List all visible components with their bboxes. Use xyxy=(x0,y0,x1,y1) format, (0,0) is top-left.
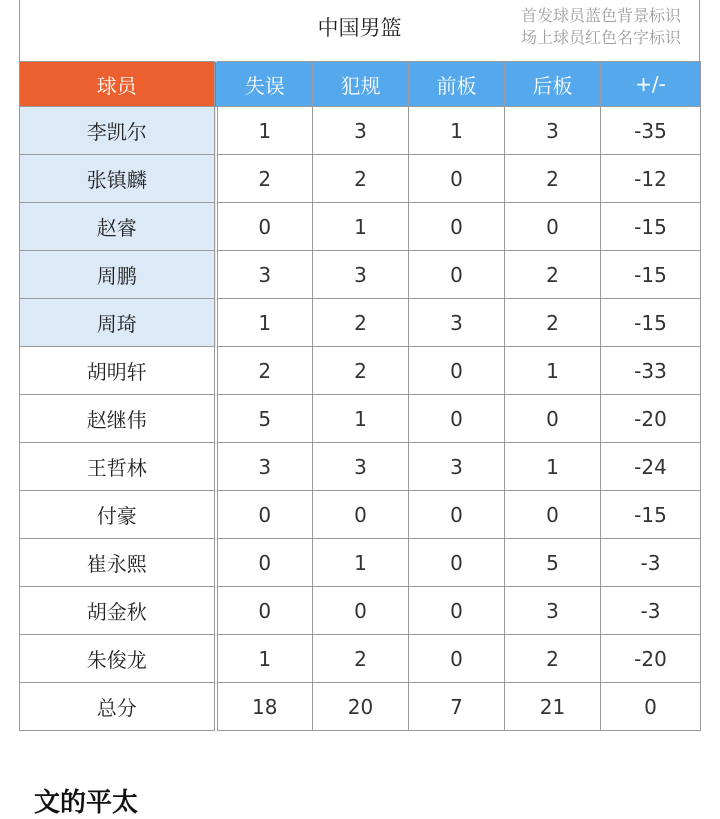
defensive-rebounds-cell: 0 xyxy=(505,395,601,443)
offensive-rebounds-cell: 0 xyxy=(409,539,505,587)
offensive-rebounds-cell: 0 xyxy=(409,587,505,635)
table-row xyxy=(20,539,701,587)
stats-panel xyxy=(19,0,700,731)
fouls-cell: 1 xyxy=(313,203,409,251)
offensive-rebounds-cell: 3 xyxy=(409,443,505,491)
player-name-cell: 胡金秋 xyxy=(20,587,216,635)
player-name-cell: 赵睿 xyxy=(20,203,216,251)
offensive-rebounds-cell: 3 xyxy=(409,299,505,347)
turnovers-cell: 1 xyxy=(216,299,313,347)
column-header-player: 球员 xyxy=(20,62,216,107)
offensive-rebounds-cell: 0 xyxy=(409,347,505,395)
offensive-rebounds-cell: 7 xyxy=(409,683,505,731)
fouls-cell: 2 xyxy=(313,155,409,203)
offensive-rebounds-cell: 0 xyxy=(409,635,505,683)
player-name-cell: 李凯尔 xyxy=(20,107,216,155)
plus-minus-cell: -15 xyxy=(601,299,701,347)
offensive-rebounds-cell: 0 xyxy=(409,155,505,203)
table-row xyxy=(20,587,701,635)
fouls-cell: 1 xyxy=(313,395,409,443)
plus-minus-cell: -35 xyxy=(601,107,701,155)
plus-minus-cell: -20 xyxy=(601,395,701,443)
player-stats-table xyxy=(19,61,701,731)
turnovers-cell: 2 xyxy=(216,155,313,203)
turnovers-cell: 18 xyxy=(216,683,313,731)
player-name-cell: 张镇麟 xyxy=(20,155,216,203)
player-name-cell: 王哲林 xyxy=(20,443,216,491)
plus-minus-cell: -15 xyxy=(601,251,701,299)
table-row xyxy=(20,395,701,443)
defensive-rebounds-cell: 1 xyxy=(505,443,601,491)
table-row xyxy=(20,251,701,299)
fouls-cell: 2 xyxy=(313,299,409,347)
defensive-rebounds-cell: 2 xyxy=(505,251,601,299)
plus-minus-cell: -3 xyxy=(601,587,701,635)
defensive-rebounds-cell: 21 xyxy=(505,683,601,731)
player-name-cell: 付豪 xyxy=(20,491,216,539)
plus-minus-cell: -20 xyxy=(601,635,701,683)
offensive-rebounds-cell: 1 xyxy=(409,107,505,155)
offensive-rebounds-cell: 0 xyxy=(409,203,505,251)
turnovers-cell: 3 xyxy=(216,251,313,299)
defensive-rebounds-cell: 2 xyxy=(505,155,601,203)
fouls-cell: 3 xyxy=(313,443,409,491)
turnovers-cell: 3 xyxy=(216,443,313,491)
fouls-cell: 3 xyxy=(313,107,409,155)
turnovers-cell: 1 xyxy=(216,635,313,683)
table-row xyxy=(20,155,701,203)
column-header-defensive-rebounds: 后板 xyxy=(505,62,601,107)
fouls-cell: 2 xyxy=(313,635,409,683)
player-name-cell: 总分 xyxy=(20,683,216,731)
defensive-rebounds-cell: 5 xyxy=(505,539,601,587)
table-row xyxy=(20,107,701,155)
table-row xyxy=(20,203,701,251)
turnovers-cell: 1 xyxy=(216,107,313,155)
team-title: 中国男篮 xyxy=(317,16,402,40)
fouls-cell: 0 xyxy=(313,491,409,539)
turnovers-cell: 0 xyxy=(216,539,313,587)
plus-minus-cell: -15 xyxy=(601,203,701,251)
column-header-offensive-rebounds: 前板 xyxy=(409,62,505,107)
defensive-rebounds-cell: 1 xyxy=(505,347,601,395)
table-row xyxy=(20,443,701,491)
table-row xyxy=(20,491,701,539)
turnovers-cell: 0 xyxy=(216,587,313,635)
player-name-cell: 朱俊龙 xyxy=(20,635,216,683)
fouls-cell: 20 xyxy=(313,683,409,731)
column-header-fouls: 犯规 xyxy=(313,62,409,107)
fouls-cell: 1 xyxy=(313,539,409,587)
total-row xyxy=(20,683,701,731)
table-row xyxy=(20,299,701,347)
plus-minus-cell: -33 xyxy=(601,347,701,395)
player-name-cell: 周琦 xyxy=(20,299,216,347)
table-header-row xyxy=(20,62,701,107)
offensive-rebounds-cell: 0 xyxy=(409,251,505,299)
plus-minus-cell: -12 xyxy=(601,155,701,203)
table-row xyxy=(20,635,701,683)
player-name-cell: 崔永熙 xyxy=(20,539,216,587)
legend-starter-note: 首发球员蓝色背景标识 xyxy=(520,6,681,25)
defensive-rebounds-cell: 0 xyxy=(505,491,601,539)
defensive-rebounds-cell: 2 xyxy=(505,635,601,683)
plus-minus-cell: 0 xyxy=(601,683,701,731)
turnovers-cell: 0 xyxy=(216,491,313,539)
turnovers-cell: 5 xyxy=(216,395,313,443)
legend-oncourt-note: 场上球员红色名字标识 xyxy=(520,28,681,47)
offensive-rebounds-cell: 0 xyxy=(409,491,505,539)
turnovers-cell: 2 xyxy=(216,347,313,395)
defensive-rebounds-cell: 3 xyxy=(505,587,601,635)
offensive-rebounds-cell: 0 xyxy=(409,395,505,443)
player-name-cell: 周鹏 xyxy=(20,251,216,299)
defensive-rebounds-cell: 2 xyxy=(505,299,601,347)
legend-note xyxy=(521,5,681,49)
plus-minus-cell: -3 xyxy=(601,539,701,587)
table-row xyxy=(20,347,701,395)
column-header-turnovers: 失误 xyxy=(216,62,313,107)
fouls-cell: 3 xyxy=(313,251,409,299)
column-header-plus-minus: +/- xyxy=(601,62,701,107)
next-section-heading: 文的平太 xyxy=(34,788,139,818)
player-name-cell: 赵继伟 xyxy=(20,395,216,443)
plus-minus-cell: -15 xyxy=(601,491,701,539)
player-name-cell: 胡明轩 xyxy=(20,347,216,395)
fouls-cell: 2 xyxy=(313,347,409,395)
defensive-rebounds-cell: 0 xyxy=(505,203,601,251)
defensive-rebounds-cell: 3 xyxy=(505,107,601,155)
plus-minus-cell: -24 xyxy=(601,443,701,491)
fouls-cell: 0 xyxy=(313,587,409,635)
turnovers-cell: 0 xyxy=(216,203,313,251)
table-title-bar xyxy=(19,0,700,61)
